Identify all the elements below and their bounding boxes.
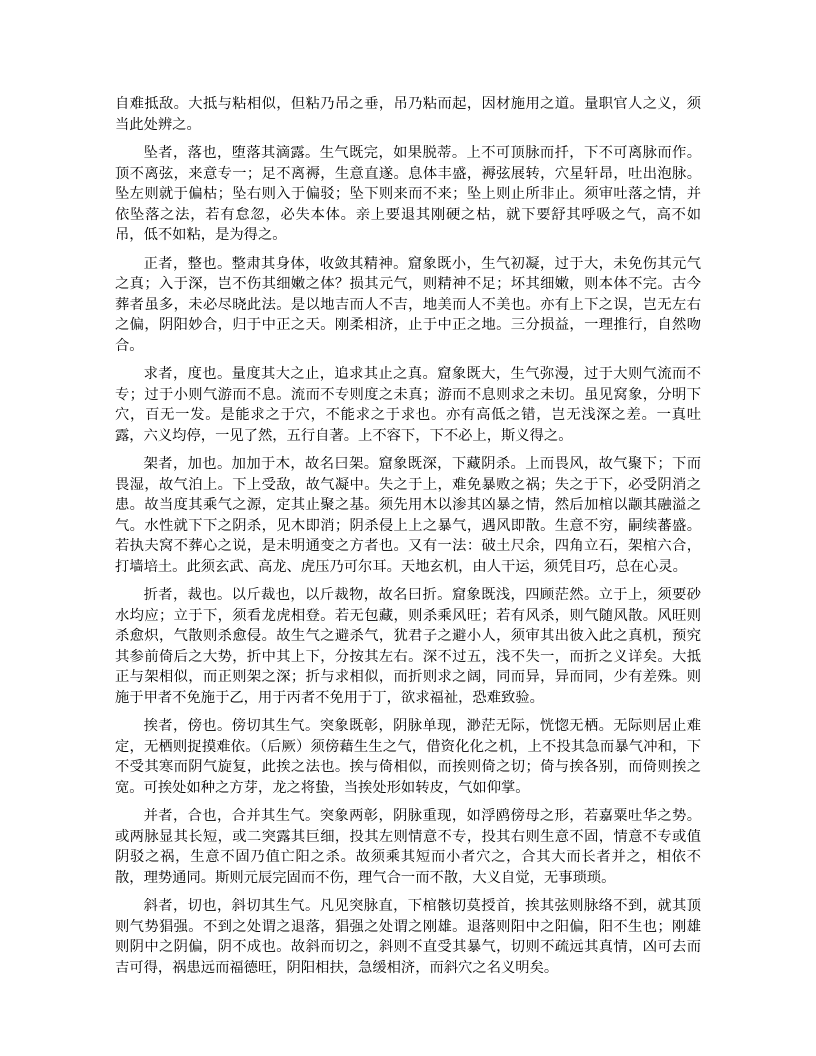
paragraph-continuation: 自难抵敌。大抵与粘相似，但粘乃吊之垂，吊乃粘而起，因材施用之道。量职官人之义，须当此处辨之。 xyxy=(115,96,701,133)
paragraph-qiu: 求者，度也。量度其大之止，追求其止之真。窟象既大，生气弥漫，过于大则气流而不专；过于小则气游而不息。流而不专则度之未真；游而不息则求之未切。虽见窝象，分明下穴，百无一发。是能求之于穴，不能求之于求也。亦有高低之错，岂无浅深之差。一真吐露，六义均停，一见了然，五行自著。上不容下，下不必上，斯义得之。 xyxy=(115,366,701,444)
paragraph-zhui: 坠者，落也，堕落其滴露。生气既完，如果脱蒂。上不可顶脉而扦，下不可离脉而作。顶不离弦，来意专一；足不离褥，生意直遂。息体丰盛，褥弦展转，穴星轩昂，吐出泡脉。坠左则就于偏枯；坠右则入于偏驳；坠下则来而不来；坠上则止所非止。须审吐落之情，并依坠落之法，若有怠忽，必失本体。亲上要退其刚硬之枯，就下要舒其呼吸之气，高不如吊，低不如粘，是为得之。 xyxy=(115,145,701,243)
document-body xyxy=(115,94,701,986)
paragraph-zhe: 折者，裁也。以斤裁也，以斤裁物，故名曰折。窟象既浅，四顾茫然。立于上，须要砂水均应；立于下，须看龙虎相登。若无包藏，则杀乘风旺；若有风杀，则气随风散。风旺则杀愈炽，气散则杀愈侵。故生气之避杀气，犹君子之避小人，须审其出彼入此之真机，预究其参前倚后之大势，折中其上下，分按其左右。深不过五，浅不失一，而折之义详矣。大抵正与架相似，而正则架之深；折与求相似，而折则求之阔，同而异，异而同，少有差殊。则施于甲者不免施于乙，用于丙者不免用于丁，欲求福祉，恐难致验。 xyxy=(115,587,701,706)
paragraph-jia: 架者，加也。加加于木，故名曰架。窟象既深，下藏阴杀。上而畏风，故气聚下；下而畏湿，故气泊上。下上受敌，故气凝中。失之于上，难免暴败之祸；失之于下，必受阴消之患。故当度其乘气之源，定其止聚之基。须先用木以渗其凶暴之情，然后加棺以颛其融溢之气。水性就下下之阴杀，见木即消；阴杀侵上上之暴气，遇风即散。生意不穷，嗣续蕃盛。若执夫窝不葬心之说，是未明通变之方者也。又有一法：破土尺余，四角立石，架棺六合，打墙培土。此须玄武、高龙、虎压乃可尔耳。天地玄机，由人干运，须凭目巧，总在心灵。 xyxy=(115,456,701,575)
paragraph-ai: 挨者，傍也。傍切其生气。突象既彰，阴脉单现，渺茫无际，恍惚无栖。无际则居止难定，无栖则捉摸难依。（后厥）须傍藉生生之气，借资化化之机，上不投其急而暴气冲和，下不受其寒而阴气旋复，此挨之法也。挨与倚相似，而挨则倚之切；倚与挨各别，而倚则挨之宽。可挨处如种之方芽，龙之将蛰，当挨处形如转皮，气如仰掌。 xyxy=(115,718,701,796)
paragraph-bing: 并者，合也，合并其生气。突象两彰，阴脉重现，如浮鸥傍母之形，若嘉粟吐华之势。或两脉显其长短，或二突露其巨细，投其左则情意不专，投其右则生意不固，情意不专或值阴驳之祸，生意不固乃值亡阳之杀。故须乘其短而小者穴之，合其大而长者并之，相依不散，理势通同。斯则元辰完固而不伤，理气合一而不散，大义自觉，无事琐琐。 xyxy=(115,808,701,886)
paragraph-zheng: 正者，整也。整肃其身体，收敛其精神。窟象既小，生气初凝，过于大，未免伤其元气之真；入于深，岂不伤其细嫩之体？损其元气，则精神不足；坏其细嫩，则本体不完。古今葬者虽多，未必尽晓此法。是以地吉而人不吉，地美而人不美也。亦有上下之误，岂无左右之偏，阴阳妙合，归于中正之天。刚柔相济，止于中正之地。三分损益，一理推行，自然吻合。 xyxy=(115,255,701,354)
paragraph-xie: 斜者，切也，斜切其生气。凡见突脉直，下棺骸切莫授首，挨其弦则脉络不到，就其顶则气势猖强。不到之处谓之退落，猖强之处谓之刚雄。退落则阳中之阳偏，阳不生也；刚雄则阴中之阴偏，阴不成也。故斜而切之，斜则不直受其暴气，切则不疏远其真情，凶可去而吉可得，祸患远而福德旺，阴阳相扶，急缓相济，而斜穴之名义明矣。 xyxy=(115,898,701,976)
